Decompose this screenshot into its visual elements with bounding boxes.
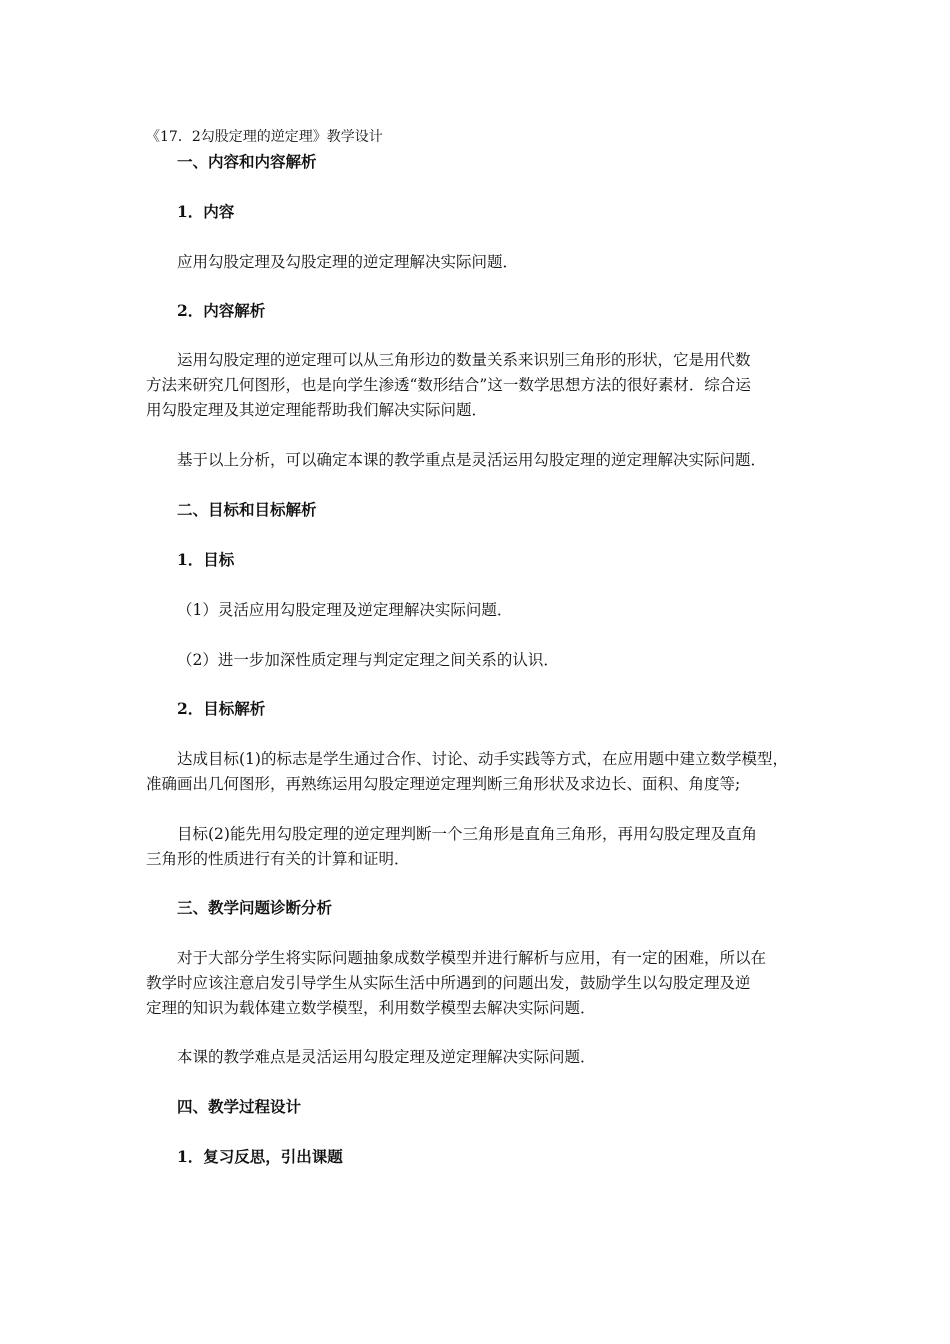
paragraph-analysis-line-1: 运用勾股定理的逆定理可以从三角形边的数量关系来识别三角形的形状，它是用代数 <box>177 351 751 369</box>
paragraph-goal2-line-2: 三角形的性质进行有关的计算和证明． <box>146 850 410 868</box>
paragraph-key-point: 基于以上分析，可以确定本课的教学重点是灵活运用勾股定理的逆定理解决实际问题． <box>177 451 767 469</box>
paragraph-goal2-line-1: 目标(2)能先用勾股定理的逆定理判断一个三角形是直角三角形，再用勾股定理及直角 <box>177 825 757 843</box>
subheading-goals: 1．目标 <box>177 550 235 569</box>
subheading-content-analysis: 2．内容解析 <box>177 301 266 320</box>
section-heading-process: 四、教学过程设计 <box>177 1097 302 1116</box>
section-heading-goals: 二、目标和目标解析 <box>177 500 317 519</box>
section-heading-diagnosis: 三、教学问题诊断分析 <box>177 898 333 917</box>
document-title: 《17．2勾股定理的逆定理》教学设计 <box>146 129 383 145</box>
goal-item-2: （2）进一步加深性质定理与判定定理之间关系的认识． <box>177 651 559 669</box>
goal-item-1: （1）灵活应用勾股定理及逆定理解决实际问题． <box>177 601 513 619</box>
paragraph-content: 应用勾股定理及勾股定理的逆定理解决实际问题． <box>177 253 519 271</box>
section-heading-content: 一、内容和内容解析 <box>177 152 317 171</box>
paragraph-analysis-line-2: 方法来研究几何图形，也是向学生渗透“数形结合”这一数学思想方法的很好素材．综合运 <box>146 376 751 394</box>
subheading-content: 1．内容 <box>177 202 235 221</box>
subheading-goal-analysis: 2．目标解析 <box>177 699 266 718</box>
paragraph-difficulty: 本课的教学难点是灵活运用勾股定理及逆定理解决实际问题． <box>177 1048 596 1066</box>
paragraph-goal-analysis-line-1: 达成目标(1)的标志是学生通过合作、讨论、动手实践等方式，在应用题中建立数学模型， <box>177 750 788 768</box>
subheading-review: 1．复习反思，引出课题 <box>177 1147 343 1166</box>
paragraph-goal-analysis-line-2: 准确画出几何图形，再熟练运用勾股定理逆定理判断三角形状及求边长、面积、角度等; <box>146 775 741 793</box>
paragraph-diagnosis-line-3: 定理的知识为载体建立数学模型，利用数学模型去解决实际问题． <box>146 999 596 1017</box>
paragraph-analysis-line-3: 用勾股定理及其逆定理能帮助我们解决实际问题． <box>146 401 488 419</box>
paragraph-diagnosis-line-2: 教学时应该注意启发引导学生从实际生活中所遇到的问题出发，鼓励学生以勾股定理及逆 <box>146 974 751 992</box>
paragraph-diagnosis-line-1: 对于大部分学生将实际问题抽象成数学模型并进行解析与应用，有一定的困难，所以在 <box>177 949 767 967</box>
